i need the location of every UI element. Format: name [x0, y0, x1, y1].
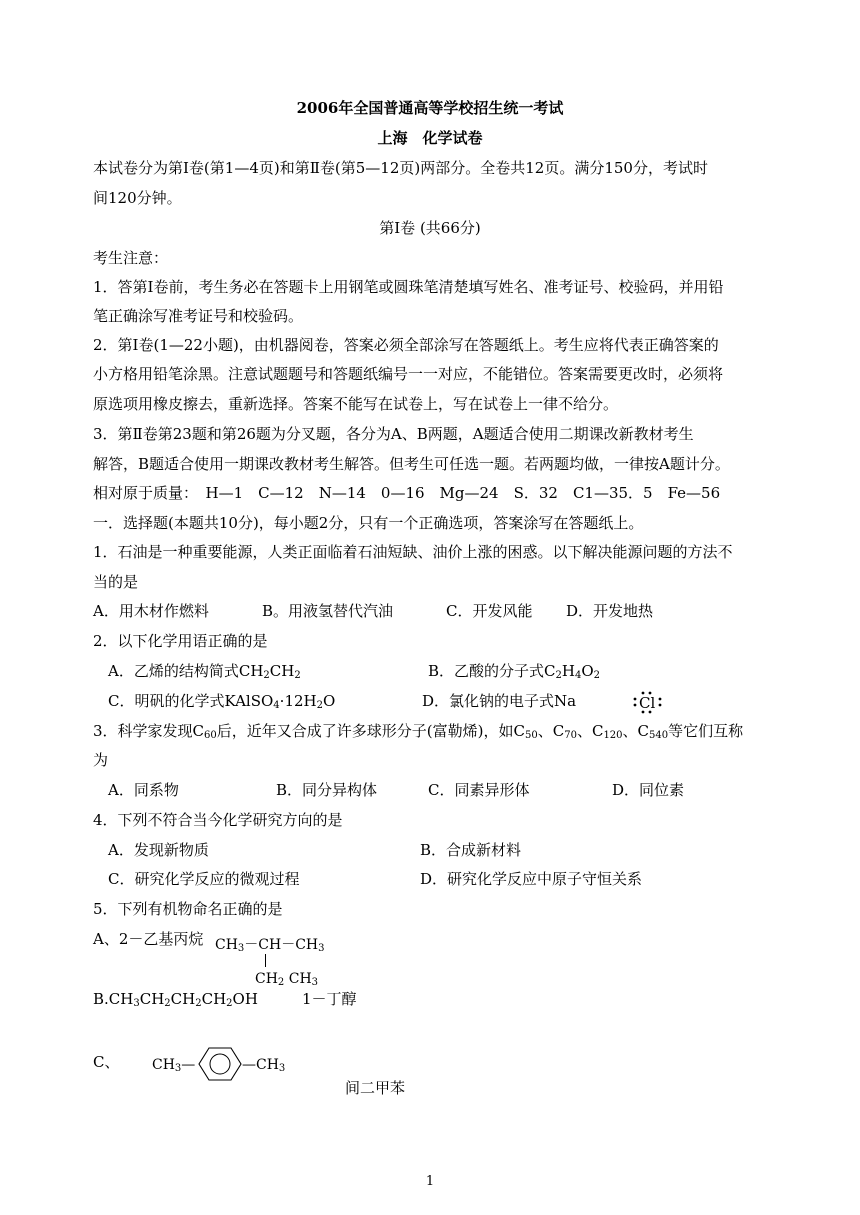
notice-3-line-2: 解答，B题适合使用一期课改教材考生解答。但考生可任选一题。若两题均做，一律按A题计分。 [93, 455, 730, 473]
q5-option-b-formula: $B.CH_3CH_2CH_2CH_2OH$ [93, 990, 258, 1009]
q3-stem-line-1: 3．科学家发现$C_{60}$后，近年又合成了许多球形分子(富勒烯)，如$C_{50}$、$C_{70}$、$C_{120}$、$C_{540}$等它们互称 [93, 722, 744, 741]
q4-option-c: C．研究化学反应的微观过程 [108, 870, 300, 888]
q2-option-c: C．明矾的化学式$KAlSO_4\cdot 12H_2O$ [108, 692, 336, 711]
q1-option-d: D．开发地热 [566, 602, 654, 620]
exam-title: 2006年全国普通高等学校招生统一考试 [296, 99, 564, 117]
chlorine-electron-dot: Cl [632, 692, 664, 714]
q5-c-left-methyl: $CH_3—$ [152, 1057, 196, 1074]
q3-option-c: C．同素异形体 [428, 781, 530, 799]
q4-option-a: A．发现新物质 [108, 841, 209, 859]
acetic-acid-formula: $C_2H_4O_2$ [544, 662, 601, 681]
notice-heading: 考生注意： [93, 249, 169, 267]
ethylene-formula: $CH_2CH_2$ [238, 662, 301, 681]
benzene-ring-icon [198, 1046, 242, 1082]
q4-option-d: D．研究化学反应中原子守恒关系 [420, 870, 643, 888]
q1-stem-line-1: 1．石油是一种重要能源，人类正面临着石油短缺、油价上涨的困惑。以下解决能源问题的方法不 [93, 543, 733, 561]
q5-option-b-name: 1－丁醇 [302, 990, 357, 1008]
q3-stem-line-2: 为 [93, 751, 109, 769]
part1-title: 第Ⅰ卷 (共66分) [379, 219, 481, 237]
notice-1-line-2: 笔正确涂写准考证号和校验码。 [93, 307, 304, 325]
alum-formula: $KAlSO_4\cdot 12H_2O$ [224, 692, 336, 711]
exam-subtitle: 上海 化学试卷 [377, 129, 483, 147]
q3-option-a: A．同系物 [108, 781, 179, 799]
notice-2-line-3: 原选项用橡皮擦去，重新选择。答案不能写在试卷上，写在试卷上一律不给分。 [93, 395, 619, 413]
q2-option-d: D．氯化钠的电子式Na [422, 692, 577, 710]
q1-option-c: C．开发风能 [446, 602, 533, 620]
q5-option-c-label: C、 [93, 1053, 120, 1071]
q2-option-b: B．乙酸的分子式$C_2H_4O_2$ [428, 662, 601, 681]
q5-option-c-name: 间二甲苯 [345, 1079, 406, 1097]
q3-option-b: B．同分异构体 [276, 781, 378, 799]
intro-line-1: 本试卷分为第Ⅰ卷(第1—4页)和第Ⅱ卷(第5—12页)两部分。全卷共12页。满分150分，考试时 [93, 159, 708, 177]
notice-3-line-1: 3．第Ⅱ卷第23题和第26题为分叉题，各分为A、B两题，A题适合使用二期课改新教材考生 [93, 425, 694, 443]
q5-option-a-label: A、2－乙基丙烷 [93, 930, 204, 948]
page-number: 1 [425, 1174, 435, 1189]
q1-stem-line-2: 当的是 [93, 573, 139, 591]
q1-option-a: A．用木材作燃料 [93, 602, 209, 620]
q4-stem: 4．下列不符合当今化学研究方向的是 [93, 811, 343, 829]
intro-line-2: 间120分钟。 [93, 189, 182, 207]
notice-2-line-2: 小方格用铅笔涂黑。注意试题题号和答题纸编号一一对应，不能错位。答案需要更改时，必须将 [93, 365, 724, 383]
atomic-mass-line: 相对原于质量： H—1 C—12 N—14 0—16 Mg—24 S．32 C1—35．5 Fe—56 [93, 484, 721, 502]
q5-a-branch-bond [265, 954, 266, 967]
q5-c-right-methyl: $—CH_3$ [242, 1057, 286, 1074]
q3-option-d: D．同位素 [612, 781, 685, 799]
q4-option-b: B．合成新材料 [420, 841, 522, 859]
q2-stem: 2．以下化学用语正确的是 [93, 632, 268, 650]
q5-a-main-chain: $CH_3-CH-CH_3$ [215, 937, 325, 954]
q2-option-a: A．乙烯的结构简式$CH_2CH_2$ [108, 662, 301, 681]
q5-a-branch: $CH_2$ $CH_3$ [255, 971, 319, 988]
q1-option-b: B。用液氢替代汽油 [262, 602, 394, 620]
section-1-heading: 一．选择题(本题共10分)，每小题2分，只有一个正确选项，答案涂写在答题纸上。 [93, 514, 644, 532]
q5-stem: 5．下列有机物命名正确的是 [93, 900, 283, 918]
notice-2-line-1: 2．第Ⅰ卷(1—22小题)，由机器阅卷，答案必须全部涂写在答题纸上。考生应将代表正确答案的 [93, 336, 719, 354]
notice-1-line-1: 1．答第Ⅰ卷前，考生务必在答题卡上用钢笔或圆珠笔清楚填写姓名、准考证号、校验码，并用铅 [93, 278, 724, 296]
